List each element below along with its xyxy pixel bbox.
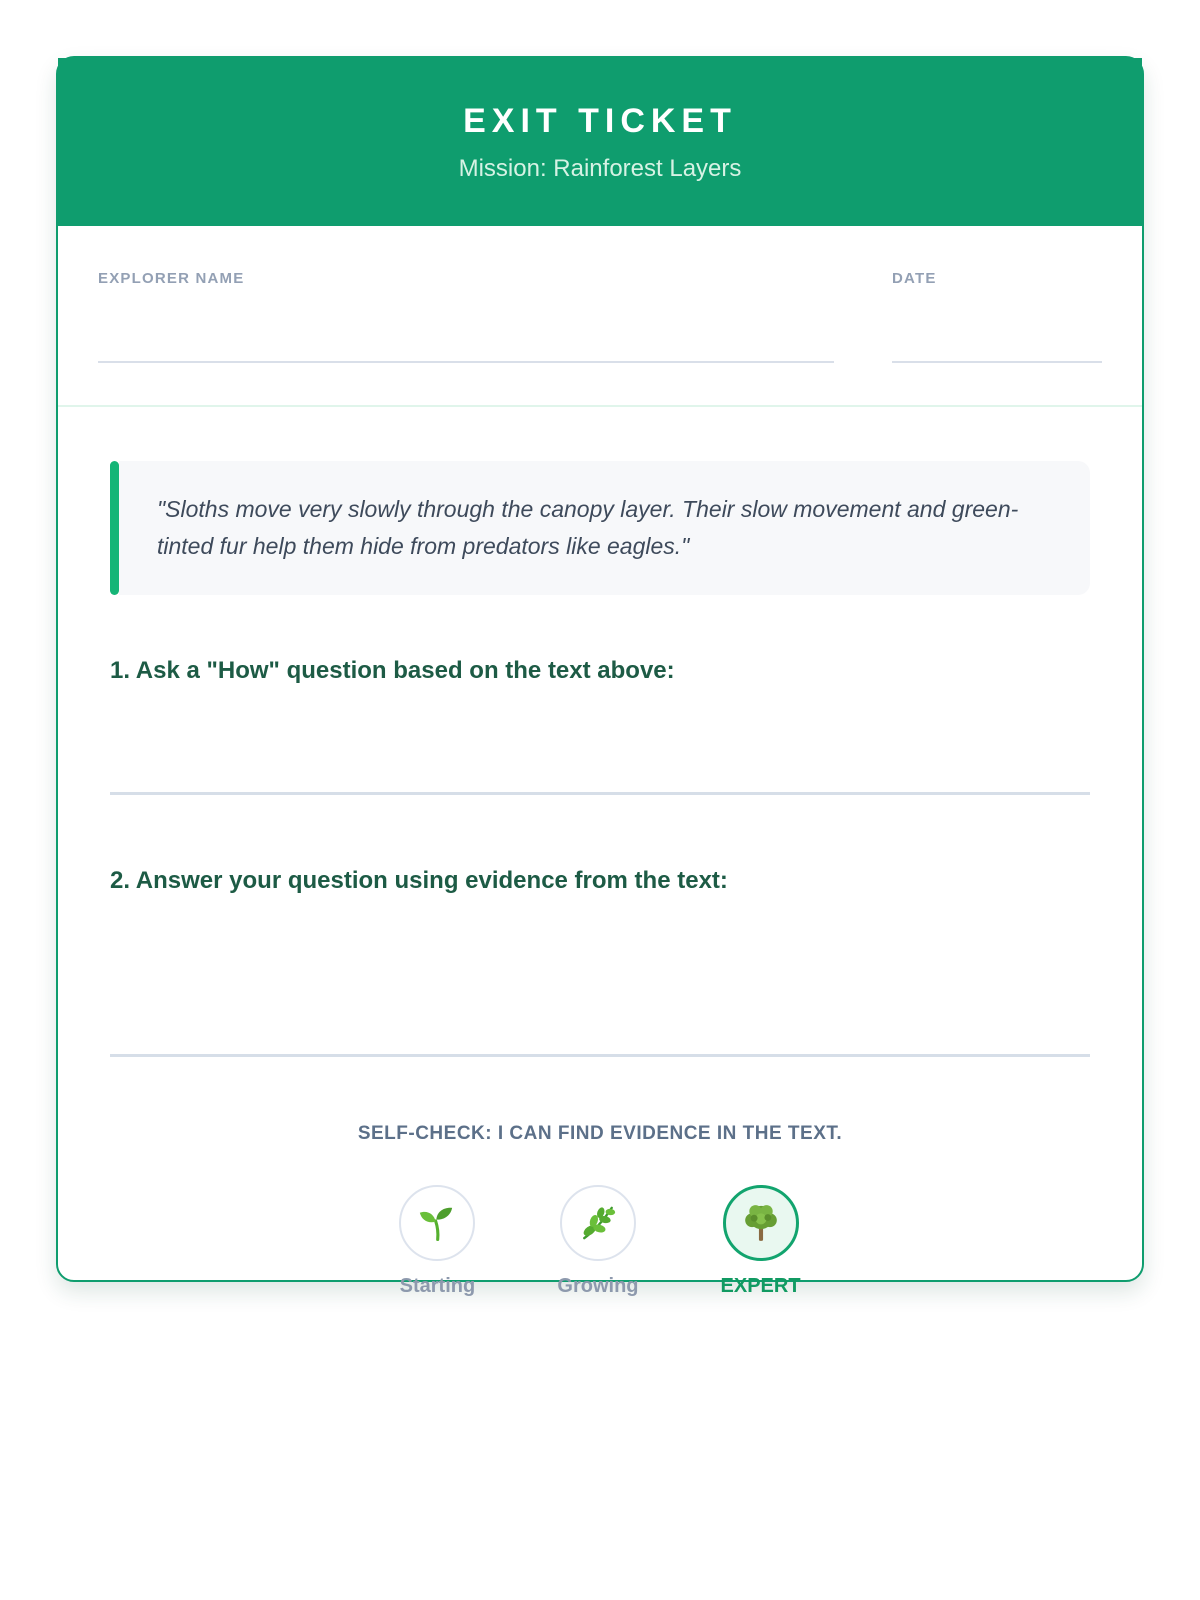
source-text-quote [110,461,1090,595]
level-expert-label: EXPERT [720,1274,801,1297]
level-growing-label: Growing [557,1274,639,1297]
question-2-label: 2. Answer your question using evidence from the text: [110,866,728,894]
exit-ticket-card [56,56,1144,1297]
question-1-label: 1. Ask a "How" question based on the text above: [110,656,675,684]
seedling-icon [415,1201,459,1245]
level-growing[interactable] [557,1185,638,1298]
level-expert-circle[interactable] [723,1185,799,1261]
explorer-name-field-group [98,270,834,363]
self-check-heading: SELF-CHECK: I CAN FIND EVIDENCE IN THE TEXT. [357,1122,843,1144]
quote-text: "Sloths move very slowly through the canopy layer. Their slow movement and green-tinted fur help them hide from predators like eagles." [119,461,1090,595]
level-starting[interactable] [399,1185,475,1298]
worksheet-body [58,407,1142,1298]
mission-subtitle: Mission: Rainforest Layers [458,154,742,182]
quote-accent-bar [110,461,119,595]
tree-icon [739,1201,783,1245]
explorer-name-input[interactable] [98,341,834,363]
level-starting-circle[interactable] [399,1185,475,1261]
self-check-levels [110,1185,1090,1298]
level-expert[interactable] [721,1185,801,1298]
level-starting-label: Starting [399,1274,476,1297]
herb-icon [576,1201,620,1245]
page-title: EXIT TICKET [463,101,737,140]
question-2-answer-line[interactable] [110,1031,1090,1057]
explorer-name-label: EXPLORER NAME [98,270,245,287]
level-growing-circle[interactable] [560,1185,636,1261]
date-label: DATE [892,270,937,287]
date-input[interactable] [892,341,1102,363]
name-date-section [58,226,1142,407]
date-field-group [892,270,1102,363]
card-header [58,58,1142,226]
question-1-answer-line[interactable] [110,769,1090,795]
